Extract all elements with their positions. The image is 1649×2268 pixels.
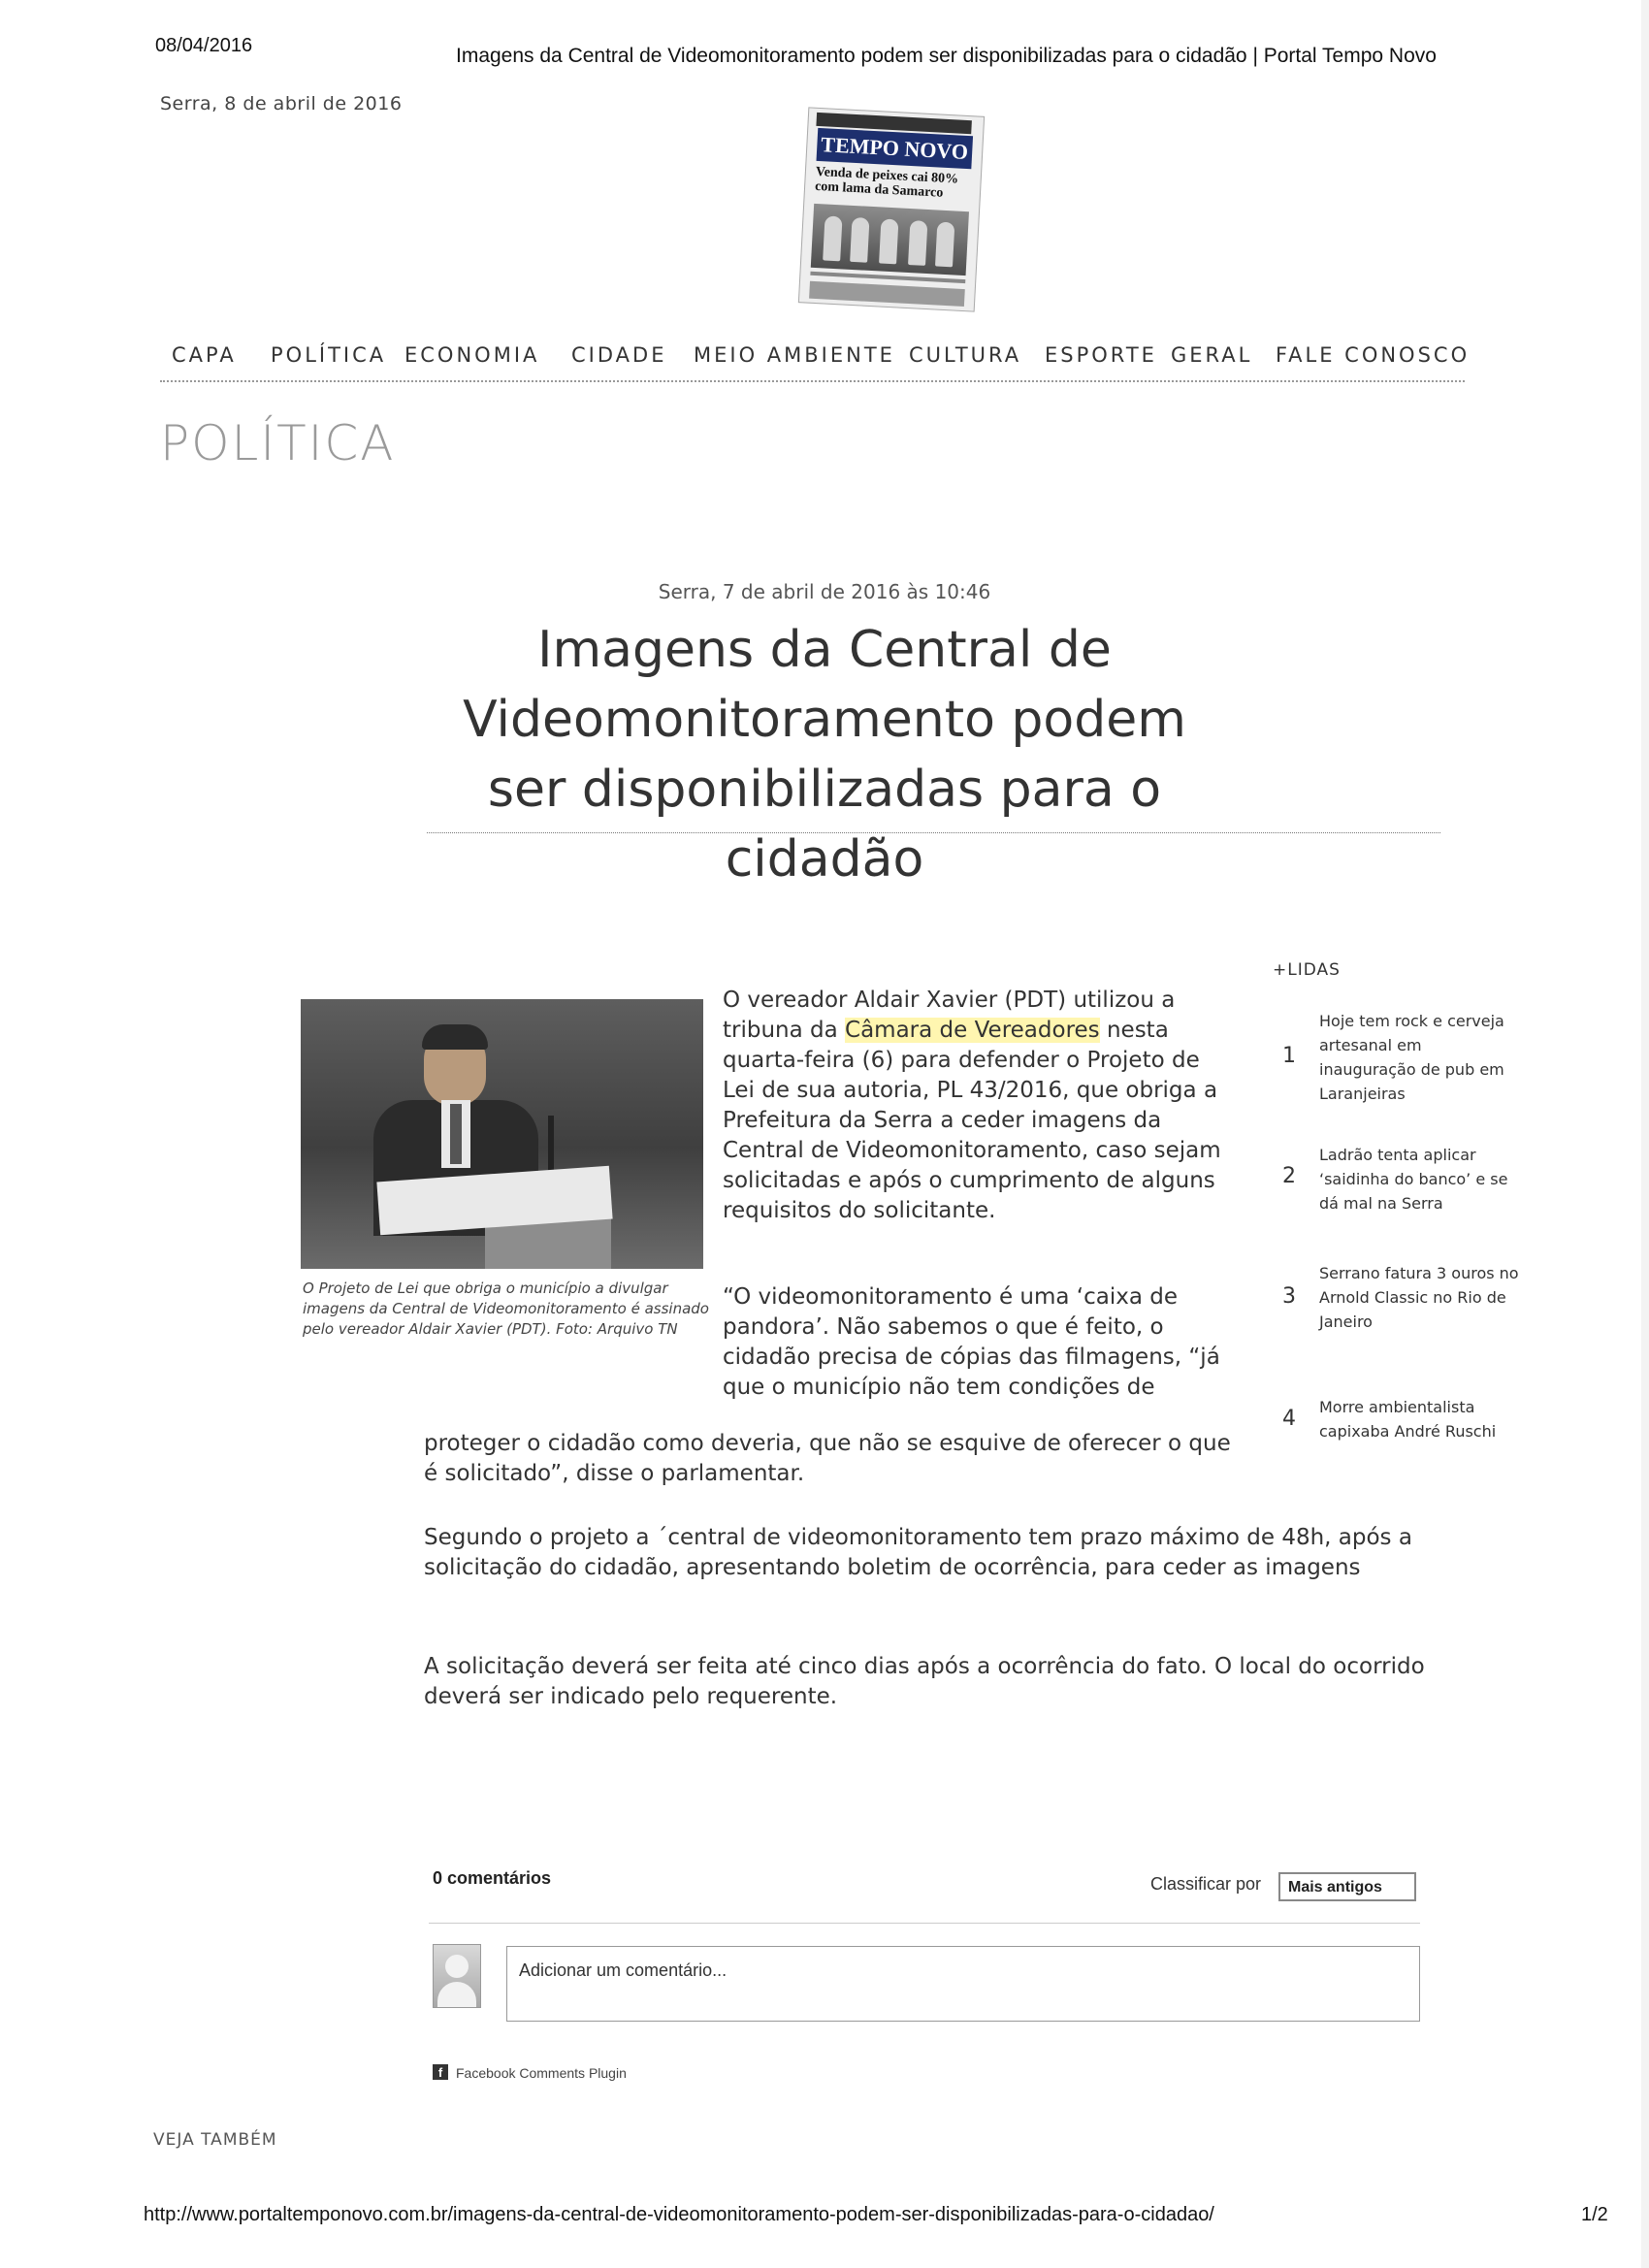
comments-count: 0 comentários xyxy=(433,1868,552,1888)
sort-label: Classificar por xyxy=(1150,1874,1262,1894)
print-page-title: Imagens da Central de Videomonitoramento podem ser disponibilizadas para o cidadão | Portal Tempo Novo xyxy=(456,45,1437,67)
most-read-number: 3 xyxy=(1282,1284,1296,1309)
main-nav xyxy=(160,341,1471,382)
most-read-item[interactable] xyxy=(1278,1143,1521,1220)
article-paragraph-3: Segundo o projeto a ´central de videomonitoramento tem prazo máximo de 48h, após a solicitação do cidadão, apresentando boletim de ocorrência, para ceder as imagens xyxy=(424,1525,1412,1580)
most-read-link[interactable]: Hoje tem rock e cerveja artesanal em inauguração de pub em Laranjeiras xyxy=(1319,1012,1504,1103)
cover-footer-strip xyxy=(809,281,965,307)
comment-input[interactable]: Adicionar um comentário... xyxy=(506,1946,1420,2022)
nav-item-politica[interactable]: POLÍTICA xyxy=(271,343,387,367)
photo-caption: O Projeto de Lei que obriga o município a divulgar imagens da Central de Videomonitoramento é assinado pelo vereador Aldair Xavier (PDT). Foto: Arquivo TN xyxy=(303,1280,709,1338)
cover-logo: TEMPO NOVO xyxy=(817,128,974,169)
most-read-link[interactable]: Ladrão tenta aplicar ‘saidinha do banco’ e se dá mal na Serra xyxy=(1319,1146,1508,1213)
scan-edge xyxy=(1641,0,1649,2268)
newspaper-cover-thumbnail[interactable] xyxy=(798,107,985,311)
section-title: POLÍTICA xyxy=(160,415,396,471)
print-date: 08/04/2016 xyxy=(155,35,253,56)
avatar xyxy=(433,1944,481,2008)
edition-date: Serra, 8 de abril de 2016 xyxy=(160,93,403,114)
nav-item-cultura[interactable]: CULTURA xyxy=(909,343,1022,367)
most-read-item[interactable] xyxy=(1278,1009,1521,1111)
most-read-number: 1 xyxy=(1282,1044,1296,1068)
article-paragraph-2: “O videomonitoramento é uma ‘caixa de pandora’. Não sabemos o que é feito, o cidadão precisa de cópias das filmagens, “já que o município não tem condições de xyxy=(723,1284,1220,1400)
article-paragraph-1: O vereador Aldair Xavier (PDT) utilizou a tribuna da Câmara de Vereadores nesta quarta-feira (6) para defender o Projeto de Lei de sua autoria, PL 43/2016, que obriga a Prefeitura da Serra a ceder imagens da Central de Videomonitoramento, caso sejam solicitadas e após o cumprimento de alguns requisitos do solicitante. xyxy=(723,988,1221,1223)
most-read-item[interactable] xyxy=(1278,1261,1521,1339)
title-divider xyxy=(427,832,1440,833)
article-title: Imagens da Central de Videomonitoramento podem ser disponibilizadas para o cidadão xyxy=(463,621,1186,889)
cover-headline: Venda de peixes cai 80% com lama da Samarco xyxy=(814,164,959,201)
print-page-number: 1/2 xyxy=(1581,2204,1608,2225)
most-read-number: 2 xyxy=(1282,1164,1296,1188)
cover-photo xyxy=(811,204,969,275)
article-paragraph-4: A solicitação deverá ser feita até cinco dias após a ocorrência do fato. O local do ocorrido deverá ser indicado pelo requerente. xyxy=(424,1654,1425,1709)
most-read-title: +LIDAS xyxy=(1273,960,1341,980)
nav-item-capa[interactable]: CAPA xyxy=(172,343,237,367)
nav-item-geral[interactable]: GERAL xyxy=(1171,343,1253,367)
nav-item-cidade[interactable]: CIDADE xyxy=(571,343,667,367)
camara-link[interactable]: Câmara de Vereadores xyxy=(845,1018,1100,1043)
article-date: Serra, 7 de abril de 2016 às 10:46 xyxy=(658,580,991,603)
most-read-link[interactable]: Morre ambientalista capixaba André Ruschi xyxy=(1319,1398,1497,1441)
nav-item-esporte[interactable]: ESPORTE xyxy=(1045,343,1157,367)
most-read-item[interactable] xyxy=(1278,1395,1521,1453)
facebook-icon: f xyxy=(433,2064,448,2080)
nav-item-economia[interactable]: ECONOMIA xyxy=(404,343,540,367)
see-also-heading: VEJA TAMBÉM xyxy=(153,2130,277,2150)
most-read-link[interactable]: Serrano fatura 3 ouros no Arnold Classic no Rio de Janeiro xyxy=(1319,1264,1519,1331)
nav-item-meio-ambiente[interactable]: MEIO AMBIENTE xyxy=(694,343,895,367)
sort-select[interactable]: Mais antigos xyxy=(1278,1872,1416,1901)
facebook-plugin-link[interactable]: Facebook Comments Plugin xyxy=(456,2065,627,2081)
print-url: http://www.portaltemponovo.com.br/imagens-da-central-de-videomonitoramento-podem-ser-disponibilizadas-para-o-cidadao/ xyxy=(144,2204,1214,2225)
most-read-number: 4 xyxy=(1282,1407,1296,1431)
article-paragraph-2-continued: proteger o cidadão como deveria, que não se esquive de oferecer o que é solicitado”, disse o parlamentar. xyxy=(424,1431,1231,1486)
nav-item-fale-conosco[interactable]: FALE CONOSCO xyxy=(1276,343,1471,367)
article-photo[interactable] xyxy=(301,999,703,1269)
comments-divider xyxy=(429,1923,1420,1924)
